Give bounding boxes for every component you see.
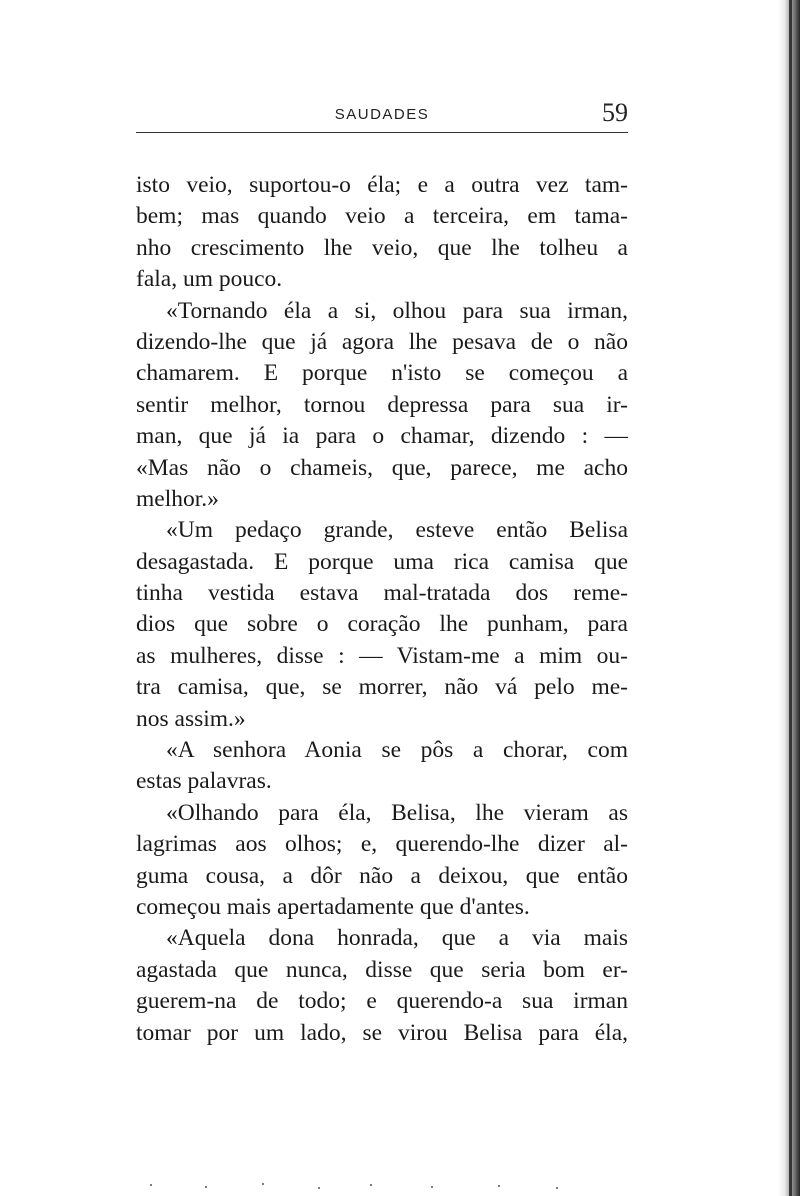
page-header — [136, 96, 628, 136]
scan-speck — [431, 1186, 433, 1188]
text-line: guerem-na de todo; e querendo-a sua irman — [136, 988, 628, 1015]
scan-speck — [150, 1184, 152, 1186]
scan-speck — [318, 1187, 320, 1189]
scan-specks — [0, 1178, 760, 1192]
text-line: fala, um pouco. — [136, 266, 283, 293]
text-line: «Aquela dona honrada, que a via mais — [166, 925, 628, 952]
text-line: agastada que nunca, disse que seria bom er- — [136, 956, 628, 983]
text-line: chamarem. E porque n'isto se começou a — [136, 360, 628, 387]
text-line: «A senhora Aonia se pôs a chorar, com — [166, 737, 628, 764]
text-line: bem; mas quando veio a terceira, em tama- — [136, 203, 628, 230]
text-line: isto veio, suportou-o éla; e a outra vez tam- — [136, 172, 628, 198]
text-line: nho crescimento lhe veio, que lhe tolheu a — [136, 234, 628, 261]
header-rule — [136, 132, 628, 133]
text-line: «Um pedaço grande, esteve então Belisa — [166, 517, 628, 544]
text-line: dios que sobre o coração lhe punham, para — [136, 611, 628, 638]
text-line: tra camisa, que, se morrer, não vá pelo me- — [136, 674, 628, 701]
text-line: «Olhando para éla, Belisa, lhe vieram as — [166, 799, 628, 826]
binding-edge-line — [789, 0, 792, 1196]
text-line: as mulheres, disse : — Vistam-me a mim ou- — [136, 642, 628, 669]
text-line: «Tornando éla a si, olhou para sua irman, — [166, 297, 628, 324]
text-line: man, que já ia para o chamar, dizendo : — — [136, 423, 628, 450]
page-number: 59 — [602, 98, 628, 127]
text-line: nos assim.» — [136, 705, 246, 732]
text-line: tomar por um lado, se virou Belisa para éla, — [136, 1019, 628, 1046]
text-line: melhor.» — [136, 485, 219, 512]
text-line: tinha vestida estava mal-tratada dos reme- — [136, 580, 628, 607]
text-line: lagrimas aos olhos; e, querendo-lhe dizer al- — [136, 831, 628, 858]
text-line: dizendo-lhe que já agora lhe pesava de o não — [136, 328, 628, 355]
scan-speck — [262, 1183, 264, 1185]
body-text — [136, 170, 628, 1049]
scan-speck — [556, 1187, 558, 1189]
text-line: sentir melhor, tornou depressa para sua ir- — [136, 391, 628, 418]
scan-speck — [370, 1184, 372, 1186]
text-line: «Mas não o chameis, que, parece, me acho — [136, 454, 628, 481]
running-title: SAUDADES — [334, 106, 430, 123]
text-line: começou mais apertadamente que d'antes. — [136, 893, 530, 920]
scan-speck — [205, 1186, 207, 1188]
text-line: guma cousa, a dôr não a deixou, que então — [136, 862, 628, 889]
text-line: desagastada. E porque uma rica camisa que — [136, 548, 628, 575]
scan-speck — [498, 1185, 500, 1187]
text-line: estas palavras. — [136, 768, 272, 795]
